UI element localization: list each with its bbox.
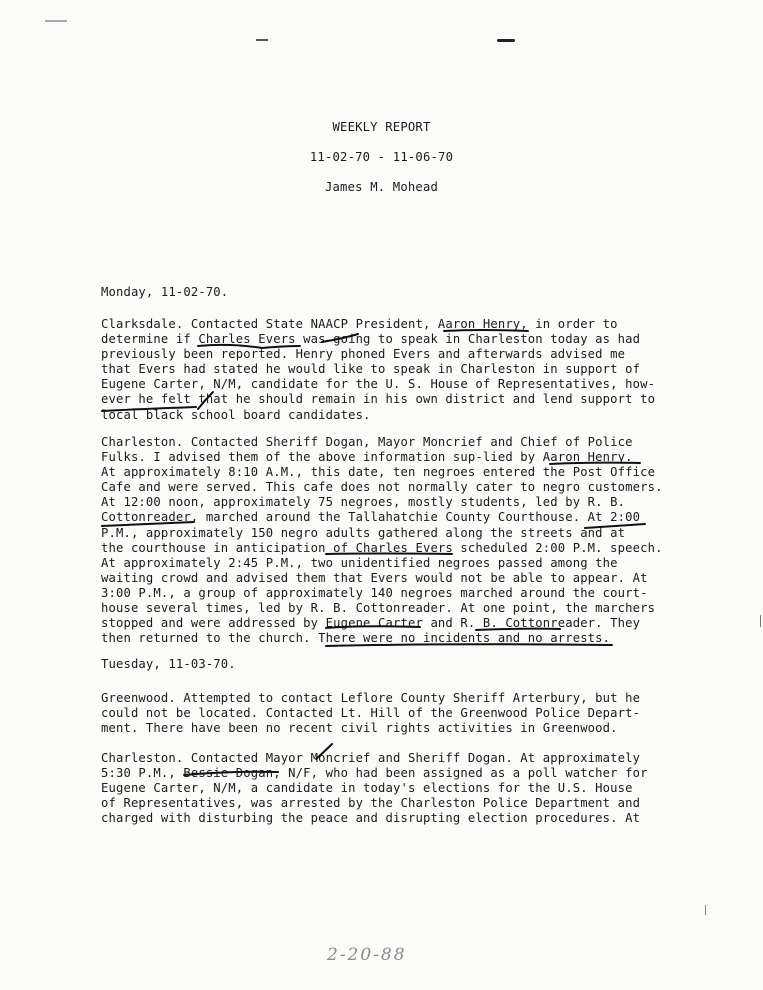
text-line: Eugene Carter, N/M, a candidate in today's elections for the U.S. House [101, 781, 633, 796]
text-line: At 12:00 noon, approximately 75 negroes, mostly students, led by R. B. [101, 495, 626, 510]
text-line: Eugene Carter, N/M, candidate for the U. S. House of Representatives, how- [101, 377, 656, 392]
text-line: 5:30 P.M., Bessie Dogan, N/F, who had been assigned as a poll watcher for [101, 766, 648, 781]
text-line: Charleston. Contacted Sheriff Dogan, Mayor Moncrief and Chief of Police [101, 435, 633, 449]
section-heading-tuesday [101, 657, 681, 672]
text-line: could not be located. Contacted Lt. Hill of the Greenwood Police Depart- [101, 706, 641, 721]
text-line: Charleston. Contacted Mayor Moncrief and Sheriff Dogan. At approximately [101, 751, 641, 765]
heading-text: Monday, 11-02-70. [101, 285, 229, 299]
scan-mark [760, 615, 761, 627]
text-line: Cafe and were served. This cafe does not normally cater to negro customers. [101, 480, 663, 495]
text-line: 3:00 P.M., a group of approximately 140 negroes marched around the court- [101, 585, 648, 600]
text-line: Clarksdale. Contacted State NAACP President, Aaron Henry, in order to [101, 317, 618, 331]
text-line: the courthouse in anticipation of Charles Evers scheduled 2:00 P.M. speech. [101, 540, 663, 555]
text-line: Greenwood. Attempted to contact Leflore County Sheriff Arterbury, but he [101, 691, 641, 705]
text-line: house several times, led by R. B. Cottonreader. At one point, the marchers [101, 601, 656, 616]
text-line: Cottonreader, marched around the Tallahatchie County Courthouse. At 2:00 [101, 510, 641, 525]
scan-mark [256, 39, 268, 41]
text-line: At approximately 2:45 P.M., two unidentified negroes passed among the [101, 555, 618, 570]
text-line: that Evers had stated he would like to speak in Charleston in support of [101, 362, 641, 377]
text-line: determine if Charles Evers was going to speak in Charleston today as had [101, 332, 641, 347]
text-line: ever he felt that he should remain in his own district and lend support to [101, 392, 656, 407]
text-line: charged with disturbing the peace and disrupting election procedures. At [101, 811, 641, 826]
text-line: waiting crowd and advised them that Evers would not be able to appear. At [101, 570, 648, 585]
report-title: WEEKLY REPORT [332, 120, 431, 134]
text-line: local black school board candidates. [101, 407, 371, 422]
report-author: James M. Mohead [324, 180, 439, 194]
paragraph-clarksdale [101, 317, 681, 423]
scan-mark [705, 905, 706, 915]
text-line: Fulks. I advised them of the above information sup-lied by Aaron Henry. [101, 450, 633, 465]
text-line: stopped and were addressed by Eugene Carter and R. B. Cottonreader. They [101, 616, 641, 631]
paragraph-charleston-monday [101, 435, 681, 646]
scan-mark [45, 20, 67, 22]
report-date-range: 11-02-70 - 11-06-70 [309, 150, 454, 164]
paragraph-greenwood [101, 691, 681, 736]
text-line: ment. There have been no recent civil rights activities in Greenwood. [101, 721, 618, 736]
text-line: P.M., approximately 150 negro adults gathered along the streets and at [101, 525, 626, 540]
text-line: then returned to the church. There were no incidents and no arrests. [101, 631, 611, 646]
paragraph-charleston-tuesday [101, 751, 681, 826]
text-line: previously been reported. Henry phoned Evers and afterwards advised me [101, 347, 626, 362]
page-stamp: 2-20-88 [327, 945, 407, 965]
heading-text: Tuesday, 11-03-70. [101, 657, 236, 671]
text-line: At approximately 8:10 A.M., this date, ten negroes entered the Post Office [101, 465, 656, 480]
text-line: of Representatives, was arrested by the Charleston Police Department and [101, 796, 641, 811]
scan-mark [497, 39, 515, 42]
section-heading-monday [101, 285, 681, 300]
